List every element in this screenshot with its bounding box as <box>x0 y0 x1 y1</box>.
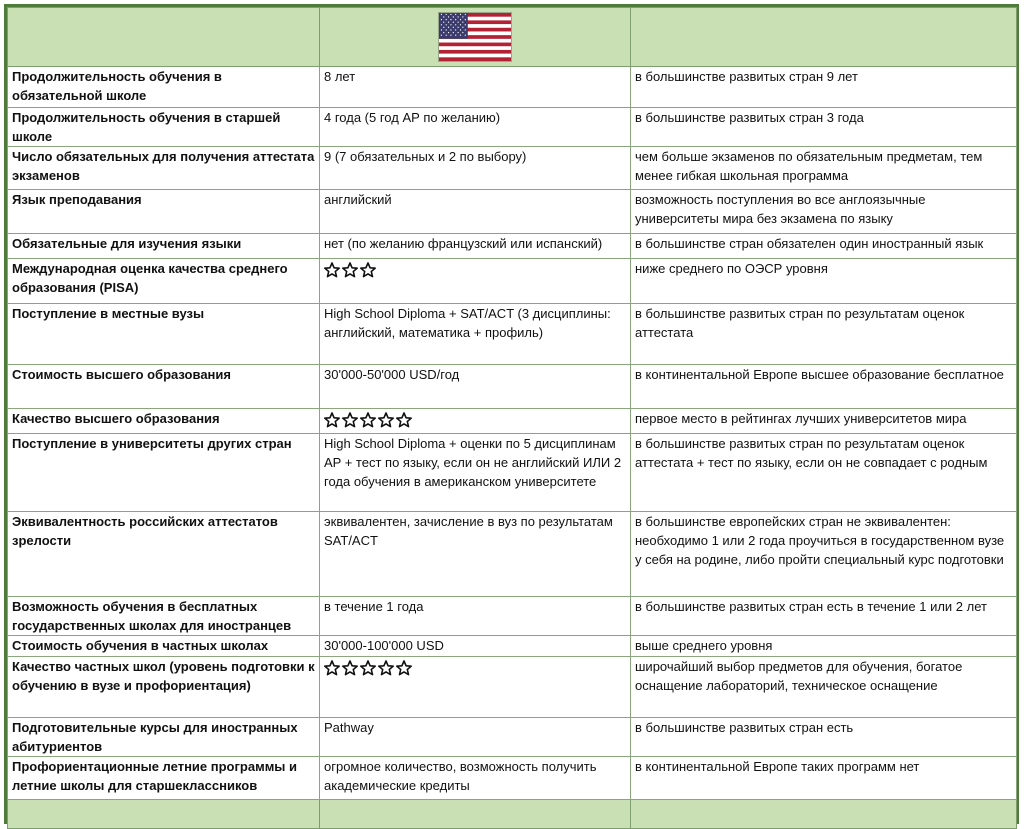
criteria-cell: Международная оценка качества среднего образования (PISA) <box>8 259 320 304</box>
star-icon <box>378 412 394 428</box>
table-row <box>8 718 1017 757</box>
other-countries-cell: в большинстве развитых стран есть <box>631 718 1017 757</box>
table-row <box>8 434 1017 512</box>
star-icon <box>396 412 412 428</box>
usa-value-cell <box>320 259 631 304</box>
usa-value-cell: 4 года (5 год АР по желанию) <box>320 108 631 147</box>
star-icon <box>378 660 394 676</box>
table-row <box>8 757 1017 800</box>
star-icon <box>342 262 358 278</box>
table-row <box>8 234 1017 259</box>
table-row <box>8 512 1017 597</box>
table-row <box>8 657 1017 718</box>
criteria-cell: Язык преподавания <box>8 190 320 234</box>
table-row <box>8 304 1017 365</box>
table-row <box>8 365 1017 409</box>
other-countries-cell: в большинстве стран обязателен один иностранный язык <box>631 234 1017 259</box>
other-countries-cell: в большинстве развитых стран по результатам оценок аттестата <box>631 304 1017 365</box>
other-countries-cell: в большинстве развитых стран по результатам оценок аттестата + тест по языку, если он не совпадает с родным <box>631 434 1017 512</box>
criteria-cell: Продолжительность обучения в обязательной школе <box>8 67 320 108</box>
table-row <box>8 259 1017 304</box>
usa-value-cell: Pathway <box>320 718 631 757</box>
table-row <box>8 597 1017 636</box>
other-countries-cell: чем больше экзаменов по обязательным предметам, тем менее гибкая школьная программа <box>631 147 1017 190</box>
other-countries-cell: широчайший выбор предметов для обучения, богатое оснащение лабораторий, техническое оснащение <box>631 657 1017 718</box>
usa-value-cell: эквивалентен, зачисление в вуз по результатам SAT/ACT <box>320 512 631 597</box>
table-row <box>8 108 1017 147</box>
usa-flag-icon <box>439 13 511 61</box>
star-icon <box>342 660 358 676</box>
usa-value-cell: 30'000-50'000 USD/год <box>320 365 631 409</box>
header-cell-criteria <box>8 8 320 67</box>
usa-value-cell <box>320 409 631 434</box>
star-icon <box>324 412 340 428</box>
criteria-cell: Поступление в местные вузы <box>8 304 320 365</box>
criteria-cell: Качество высшего образования <box>8 409 320 434</box>
footer-cell-criteria <box>8 800 320 829</box>
other-countries-cell: в континентальной Европе высшее образование бесплатное <box>631 365 1017 409</box>
star-icon <box>360 660 376 676</box>
other-countries-cell: в континентальной Европе таких программ нет <box>631 757 1017 800</box>
criteria-cell: Поступление в университеты других стран <box>8 434 320 512</box>
criteria-cell: Подготовительные курсы для иностранных абитуриентов <box>8 718 320 757</box>
header-cell-usa <box>320 8 631 67</box>
criteria-cell: Стоимость высшего образования <box>8 365 320 409</box>
star-rating <box>324 657 412 676</box>
other-countries-cell: в большинстве развитых стран 3 года <box>631 108 1017 147</box>
other-countries-cell: ниже среднего по ОЭСР уровня <box>631 259 1017 304</box>
star-icon <box>360 412 376 428</box>
header-row <box>8 8 1017 67</box>
star-icon <box>324 262 340 278</box>
other-countries-cell: выше среднего уровня <box>631 636 1017 657</box>
criteria-cell: Возможность обучения в бесплатных государственных школах для иностранцев <box>8 597 320 636</box>
other-countries-cell: возможность поступления во все англоязычные университеты мира без экзамена по языку <box>631 190 1017 234</box>
star-rating <box>324 409 412 428</box>
criteria-cell: Число обязательных для получения аттестата экзаменов <box>8 147 320 190</box>
footer-cell-other-countries <box>631 800 1017 829</box>
comparison-sheet <box>4 4 1019 824</box>
other-countries-cell: первое место в рейтингах лучших университетов мира <box>631 409 1017 434</box>
usa-value-cell <box>320 657 631 718</box>
table-row <box>8 147 1017 190</box>
star-icon <box>396 660 412 676</box>
header-cell-other-countries <box>631 8 1017 67</box>
criteria-cell: Обязательные для изучения языки <box>8 234 320 259</box>
usa-value-cell: 8 лет <box>320 67 631 108</box>
star-icon <box>324 660 340 676</box>
star-rating <box>324 259 376 278</box>
other-countries-cell: в большинстве европейских стран не эквивалентен: необходимо 1 или 2 года проучиться в государственном вузе у себя на родине, либо пройти специальный курс подготовки <box>631 512 1017 597</box>
usa-value-cell: High School Diploma + SAT/ACT (3 дисциплины: английский, математика + профиль) <box>320 304 631 365</box>
usa-value-cell: 9 (7 обязательных и 2 по выбору) <box>320 147 631 190</box>
usa-value-cell: High School Diploma + оценки по 5 дисциплинам AP + тест по языку, если он не английский ИЛИ 2 года обучения в американском университете <box>320 434 631 512</box>
table-row <box>8 409 1017 434</box>
star-icon <box>342 412 358 428</box>
criteria-cell: Профориентационные летние программы и летние школы для старшеклассников <box>8 757 320 800</box>
criteria-cell: Качество частных школ (уровень подготовки к обучению в вузе и профориентация) <box>8 657 320 718</box>
star-icon <box>360 262 376 278</box>
usa-value-cell: нет (по желанию французский или испанский) <box>320 234 631 259</box>
criteria-cell: Стоимость обучения в частных школах <box>8 636 320 657</box>
usa-value-cell: английский <box>320 190 631 234</box>
criteria-cell: Продолжительность обучения в старшей школе <box>8 108 320 147</box>
table-row <box>8 67 1017 108</box>
other-countries-cell: в большинстве развитых стран 9 лет <box>631 67 1017 108</box>
usa-value-cell: огромное количество, возможность получить академические кредиты <box>320 757 631 800</box>
usa-value-cell: в течение 1 года <box>320 597 631 636</box>
table-row <box>8 636 1017 657</box>
table-row <box>8 190 1017 234</box>
footer-row <box>8 800 1017 829</box>
usa-value-cell: 30'000-100'000 USD <box>320 636 631 657</box>
criteria-cell: Эквивалентность российских аттестатов зрелости <box>8 512 320 597</box>
comparison-table <box>7 7 1017 829</box>
footer-cell-usa <box>320 800 631 829</box>
other-countries-cell: в большинстве развитых стран есть в течение 1 или 2 лет <box>631 597 1017 636</box>
